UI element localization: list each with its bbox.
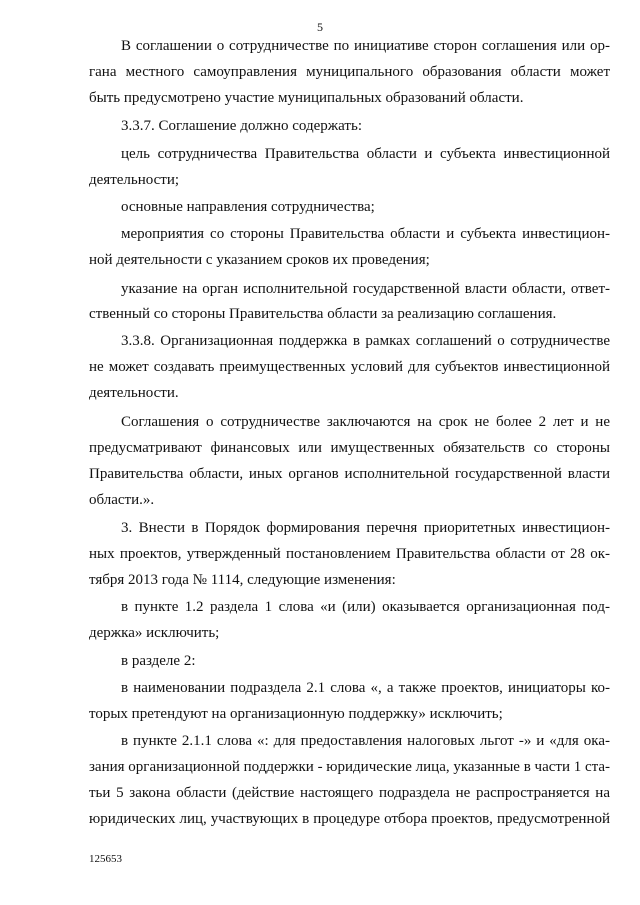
text-line: в разделе 2:	[121, 653, 196, 669]
text-line: зания организационной поддержки - юридические лица, указанные в части 1 ста-	[89, 759, 610, 775]
text-line: Правительства области, иных органов исполнительной государственной власти	[89, 466, 610, 482]
text-line: В соглашении о сотрудничестве по инициативе сторон соглашения или ор-	[121, 38, 610, 54]
text-line: держка» исключить;	[89, 625, 220, 641]
text-line: быть предусмотрено участие муниципальных образований области.	[89, 90, 524, 106]
page-number: 5	[317, 20, 323, 34]
text-line: цель сотрудничества Правительства области и субъекта инвестиционной	[121, 146, 610, 162]
document-code: 125653	[89, 853, 122, 865]
text-line: мероприятия со стороны Правительства области и субъекта инвестицион-	[121, 226, 610, 242]
text-line: указание на орган исполнительной государственной власти области, ответ-	[121, 281, 610, 297]
text-line: в пункте 2.1.1 слова «: для предоставления налоговых льгот -» и «для ока-	[121, 733, 610, 749]
text-line: 3.3.8. Организационная поддержка в рамках соглашений о сотрудничестве	[121, 333, 610, 349]
text-line: юридических лиц, участвующих в процедуре отбора проектов, предусмотренной	[89, 811, 610, 827]
text-line: основные направления сотрудничества;	[121, 199, 375, 215]
text-line: в пункте 1.2 раздела 1 слова «и (или) оказывается организационная под-	[121, 599, 610, 615]
text-line: деятельности;	[89, 172, 180, 188]
text-line: ных проектов, утвержденный постановлением Правительства области от 28 ок-	[89, 546, 610, 562]
text-line: 3. Внести в Порядок формирования перечня приоритетных инвестицион-	[121, 520, 610, 536]
text-line: ной деятельности с указанием сроков их проведения;	[89, 252, 430, 268]
text-line: предусматривают финансовых или имущественных обязательств со стороны	[89, 440, 610, 456]
text-line: торых претендуют на организационную поддержку» исключить;	[89, 706, 503, 722]
text-line: ственный со стороны Правительства области за реализацию соглашения.	[89, 306, 557, 322]
text-line: области.».	[89, 492, 155, 508]
text-line: деятельности.	[89, 385, 179, 401]
text-line: тября 2013 года № 1114, следующие изменения:	[89, 572, 396, 588]
text-line: в наименовании подраздела 2.1 слова «, а также проектов, инициаторы ко-	[121, 680, 610, 696]
text-line: тьи 5 закона области (действие настоящего подраздела не распространяется на	[89, 785, 610, 801]
text-line: Соглашения о сотрудничестве заключаются на срок не более 2 лет и не	[121, 414, 610, 430]
text-line: 3.3.7. Соглашение должно содержать:	[121, 118, 362, 134]
text-line: гана местного самоуправления муниципального образования области может	[89, 64, 610, 80]
text-line: не может создавать преимущественных условий для субъектов инвестиционной	[89, 359, 610, 375]
